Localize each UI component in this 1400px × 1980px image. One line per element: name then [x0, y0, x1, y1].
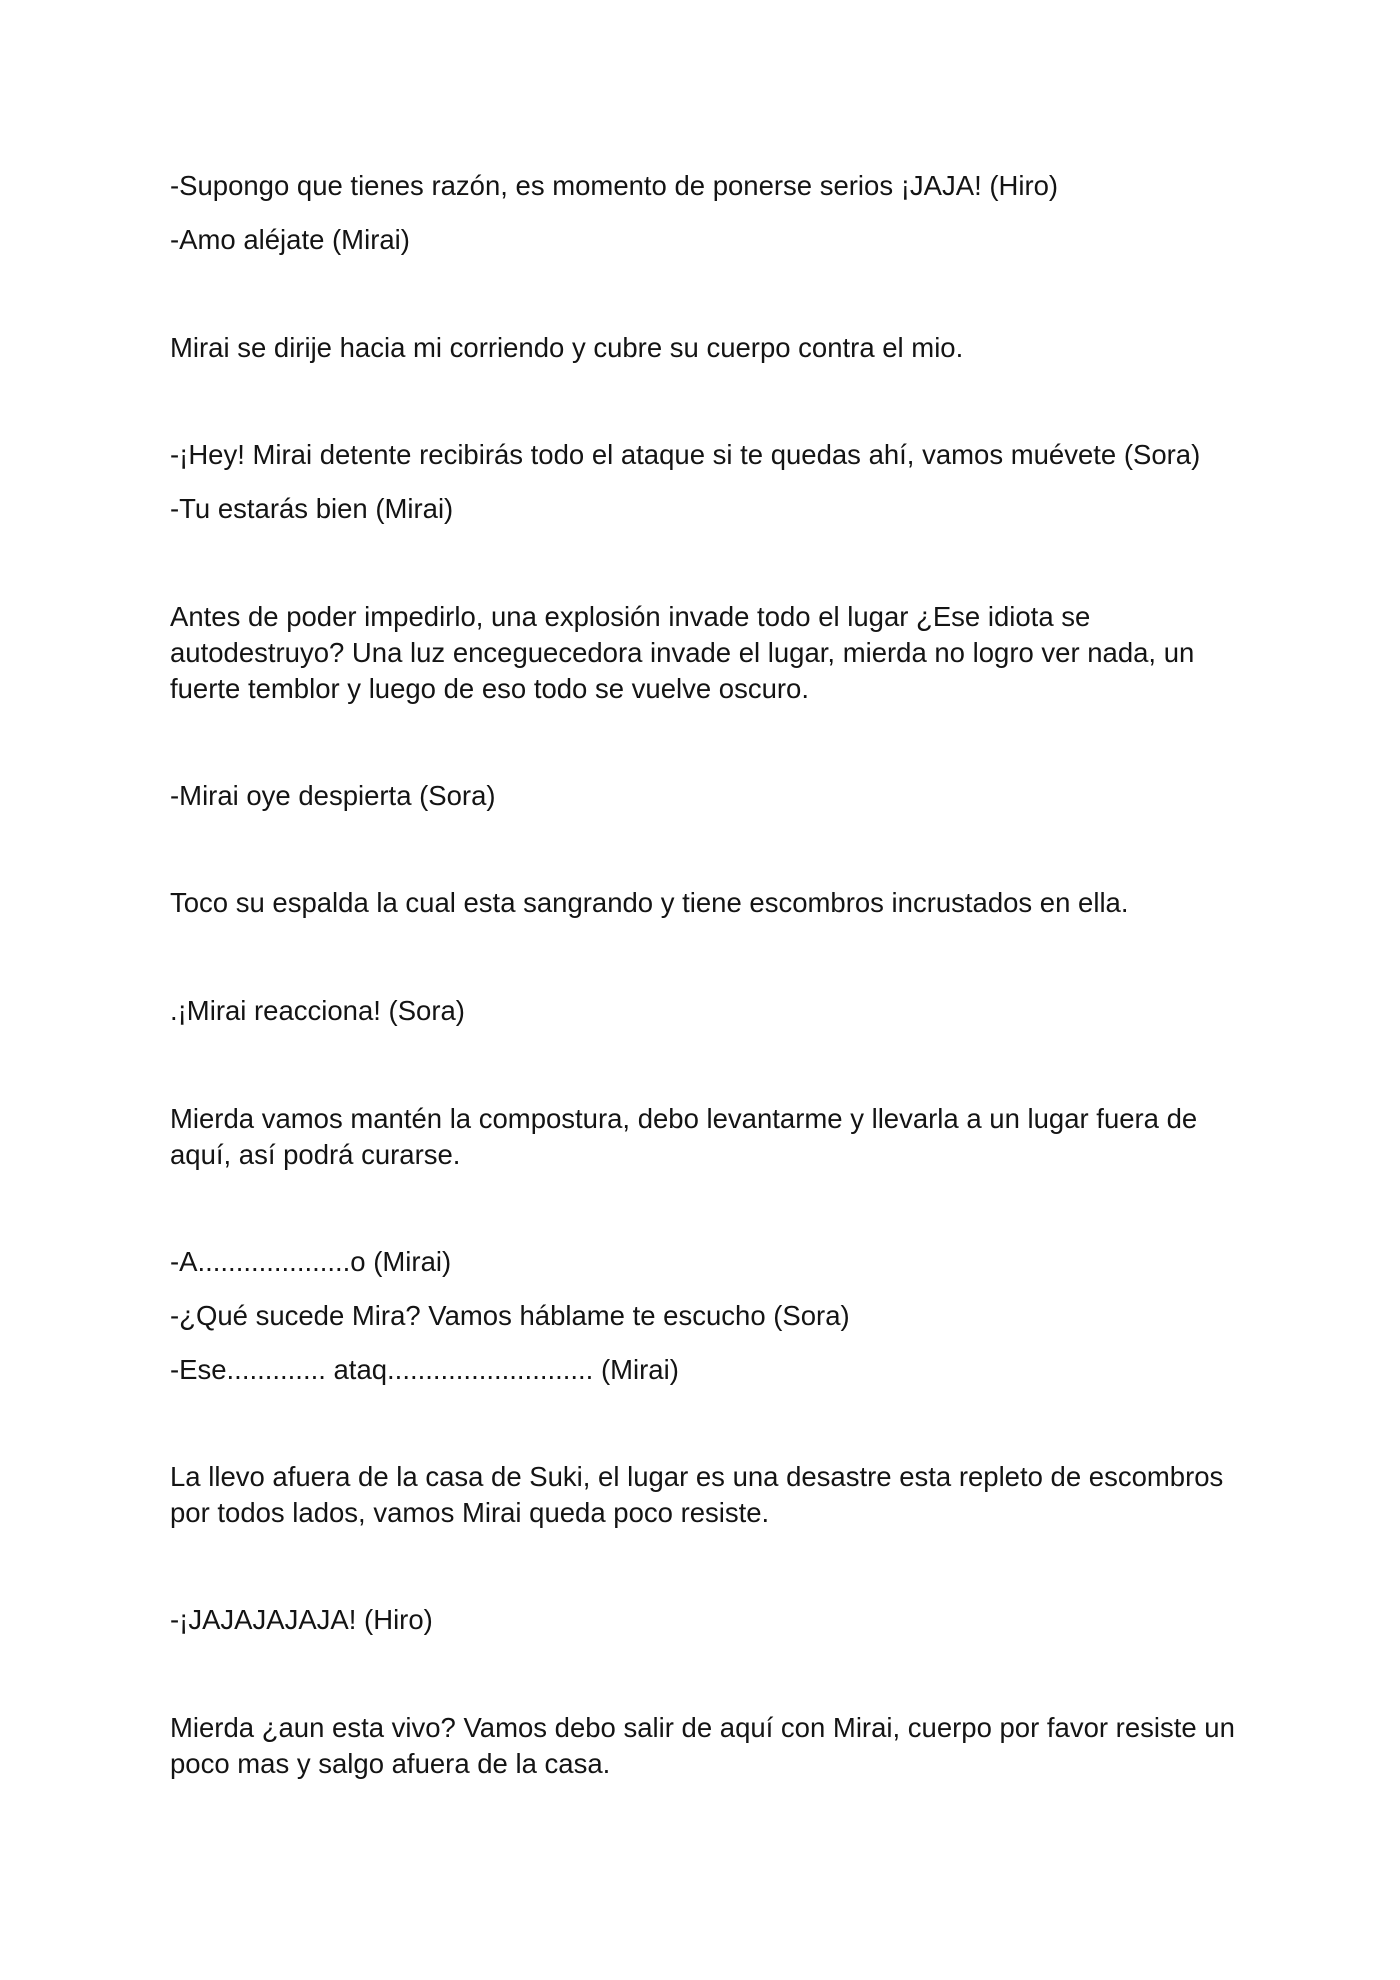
dialogue-line-mirai: -Amo aléjate (Mirai)	[170, 224, 410, 255]
dialogue-line-hiro: -Supongo que tienes razón, es momento de ponerse serios ¡JAJA! (Hiro)	[170, 170, 1059, 201]
narration-paragraph: Mierda vamos mantén la compostura, debo levantarme y llevarla a un lugar fuera de aquí, así podrá curarse.	[170, 1103, 1198, 1170]
dialogue-line-sora: -¿Qué sucede Mira? Vamos háblame te escucho (Sora)	[170, 1300, 850, 1331]
narration-paragraph: La llevo afuera de la casa de Suki, el lugar es una desastre esta repleto de escombros por todos lados, vamos Mirai queda poco resiste.	[170, 1461, 1224, 1528]
narration-paragraph: Mierda ¿aun esta vivo? Vamos debo salir de aquí con Mirai, cuerpo por favor resiste un poco mas y salgo afuera de la casa.	[170, 1712, 1235, 1779]
dialogue-line-sora: -¡Hey! Mirai detente recibirás todo el ataque si te quedas ahí, vamos muévete (Sora)	[170, 439, 1201, 470]
narration-paragraph: Mirai se dirije hacia mi corriendo y cubre su cuerpo contra el mio.	[170, 332, 964, 363]
dialogue-line-mirai: -Ese............. ataq........................... (Mirai)	[170, 1354, 679, 1385]
narration-paragraph: Antes de poder impedirlo, una explosión invade todo el lugar ¿Ese idiota se autodestruyo? Una luz enceguecedora invade el lugar, mierda no logro ver nada, un fuerte temblor y luego de eso todo se vuelve oscuro.	[170, 601, 1195, 704]
dialogue-line-mirai: -A....................o (Mirai)	[170, 1246, 452, 1277]
dialogue-line-mirai: -Tu estarás bien (Mirai)	[170, 493, 454, 524]
dialogue-line-hiro: -¡JAJAJAJAJA! (Hiro)	[170, 1604, 433, 1635]
narration-paragraph: Toco su espalda la cual esta sangrando y tiene escombros incrustados en ella.	[170, 887, 1129, 918]
dialogue-line-sora: -Mirai oye despierta (Sora)	[170, 780, 496, 811]
dialogue-line-sora: .¡Mirai reacciona! (Sora)	[170, 995, 465, 1026]
